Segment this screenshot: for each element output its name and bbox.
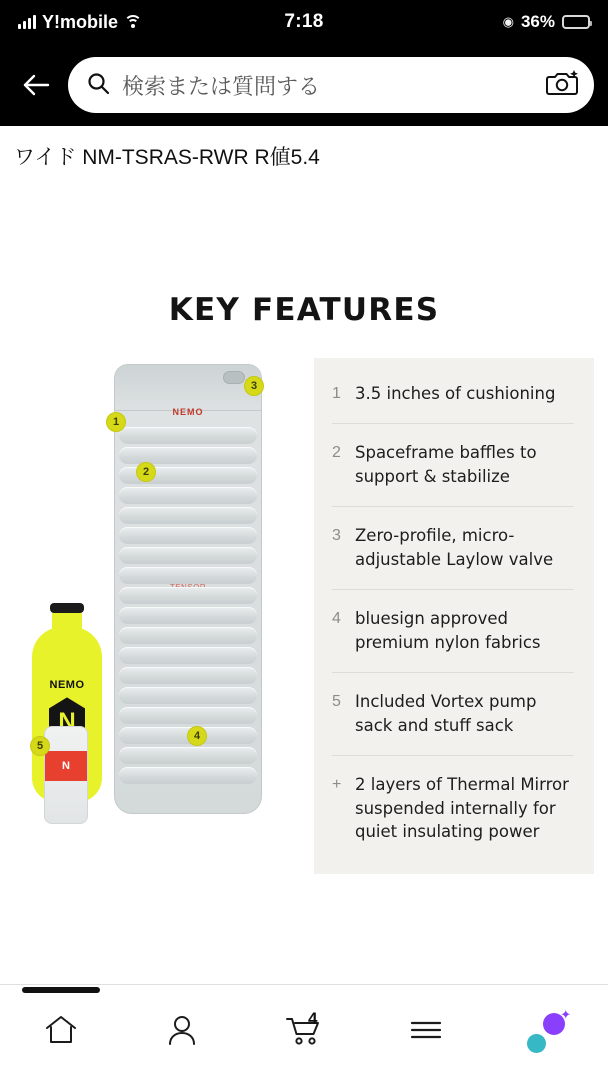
feature-text: Included Vortex pump sack and stuff sack bbox=[355, 691, 537, 735]
hamburger-menu-icon bbox=[409, 1018, 443, 1047]
feature-item bbox=[332, 773, 574, 845]
back-arrow-icon[interactable] bbox=[16, 65, 56, 105]
feature-number: 4 bbox=[332, 609, 341, 627]
feature-number: + bbox=[332, 775, 342, 793]
location-icon: ◉ bbox=[502, 14, 514, 29]
feature-number: 2 bbox=[332, 444, 341, 462]
wifi-icon bbox=[124, 15, 142, 29]
status-bar-right bbox=[503, 12, 590, 32]
search-bar bbox=[0, 44, 608, 126]
nav-menu-button[interactable] bbox=[390, 1003, 462, 1063]
laylow-valve-icon bbox=[223, 371, 245, 384]
home-indicator bbox=[22, 987, 100, 993]
page-title: ワイド NM-TSRAS-RWR R値5.4 bbox=[14, 146, 320, 169]
feature-text: 2 layers of Thermal Mirror suspended internally for quiet insulating power bbox=[355, 774, 569, 842]
stuff-sack-band bbox=[45, 751, 87, 781]
pad-head bbox=[115, 365, 261, 411]
signal-bars-icon bbox=[18, 15, 36, 29]
carrier-label: Y!mobile bbox=[42, 11, 119, 32]
pad-brand-label: NEMO bbox=[172, 407, 204, 418]
pad-baffles bbox=[115, 427, 261, 805]
person-icon bbox=[167, 1014, 197, 1051]
key-features-body bbox=[14, 354, 594, 874]
battery-percent-label: 36% bbox=[520, 12, 555, 31]
nav-cart-button[interactable] bbox=[268, 1003, 340, 1063]
battery-icon bbox=[562, 15, 590, 29]
callout-1: 1 bbox=[106, 412, 126, 432]
feature-text: bluesign approved premium nylon fabrics bbox=[355, 608, 541, 652]
callout-3: 3 bbox=[244, 376, 264, 396]
features-panel bbox=[314, 358, 594, 874]
status-bar-left bbox=[18, 12, 142, 33]
feature-text: Spaceframe baffles to support & stabilize bbox=[355, 443, 537, 487]
key-features-heading: KEY FEATURES bbox=[168, 292, 440, 329]
stuff-sack-image bbox=[44, 726, 88, 824]
feature-item bbox=[332, 524, 574, 590]
feature-text: Zero-profile, micro-adjustable Laylow valve bbox=[355, 526, 554, 570]
feature-item bbox=[332, 690, 574, 756]
bottom-navigation-bar bbox=[0, 984, 608, 1080]
key-features-figure bbox=[0, 292, 608, 874]
search-input[interactable] bbox=[68, 57, 594, 113]
search-icon bbox=[86, 71, 110, 100]
ai-assistant-icon: ✦ bbox=[525, 1011, 569, 1055]
product-illustration bbox=[14, 354, 314, 834]
nav-home-button[interactable] bbox=[25, 1003, 97, 1063]
page-content bbox=[0, 126, 608, 984]
feature-number: 5 bbox=[332, 692, 341, 710]
camera-lens-icon[interactable] bbox=[546, 68, 580, 103]
home-icon bbox=[44, 1014, 78, 1051]
feature-number: 3 bbox=[332, 527, 341, 545]
status-bar bbox=[0, 0, 608, 44]
feature-number: 1 bbox=[332, 385, 341, 403]
pump-brand-label: NEMO bbox=[49, 679, 85, 692]
sleeping-pad-image bbox=[114, 364, 262, 814]
status-bar-clock: 7:18 bbox=[284, 11, 324, 32]
feature-item bbox=[332, 382, 574, 424]
nav-assistant-button[interactable] bbox=[511, 1003, 583, 1063]
nav-account-button[interactable] bbox=[146, 1003, 218, 1063]
callout-5: 5 bbox=[30, 736, 50, 756]
feature-item bbox=[332, 441, 574, 507]
cart-badge: 4 bbox=[307, 1008, 318, 1028]
stuff-sack-label: N bbox=[62, 760, 70, 773]
feature-text: 3.5 inches of cushioning bbox=[355, 384, 556, 404]
callout-2: 2 bbox=[136, 462, 156, 482]
callout-4: 4 bbox=[187, 726, 207, 746]
search-placeholder: 検索または質問する bbox=[122, 73, 321, 99]
feature-item bbox=[332, 607, 574, 673]
